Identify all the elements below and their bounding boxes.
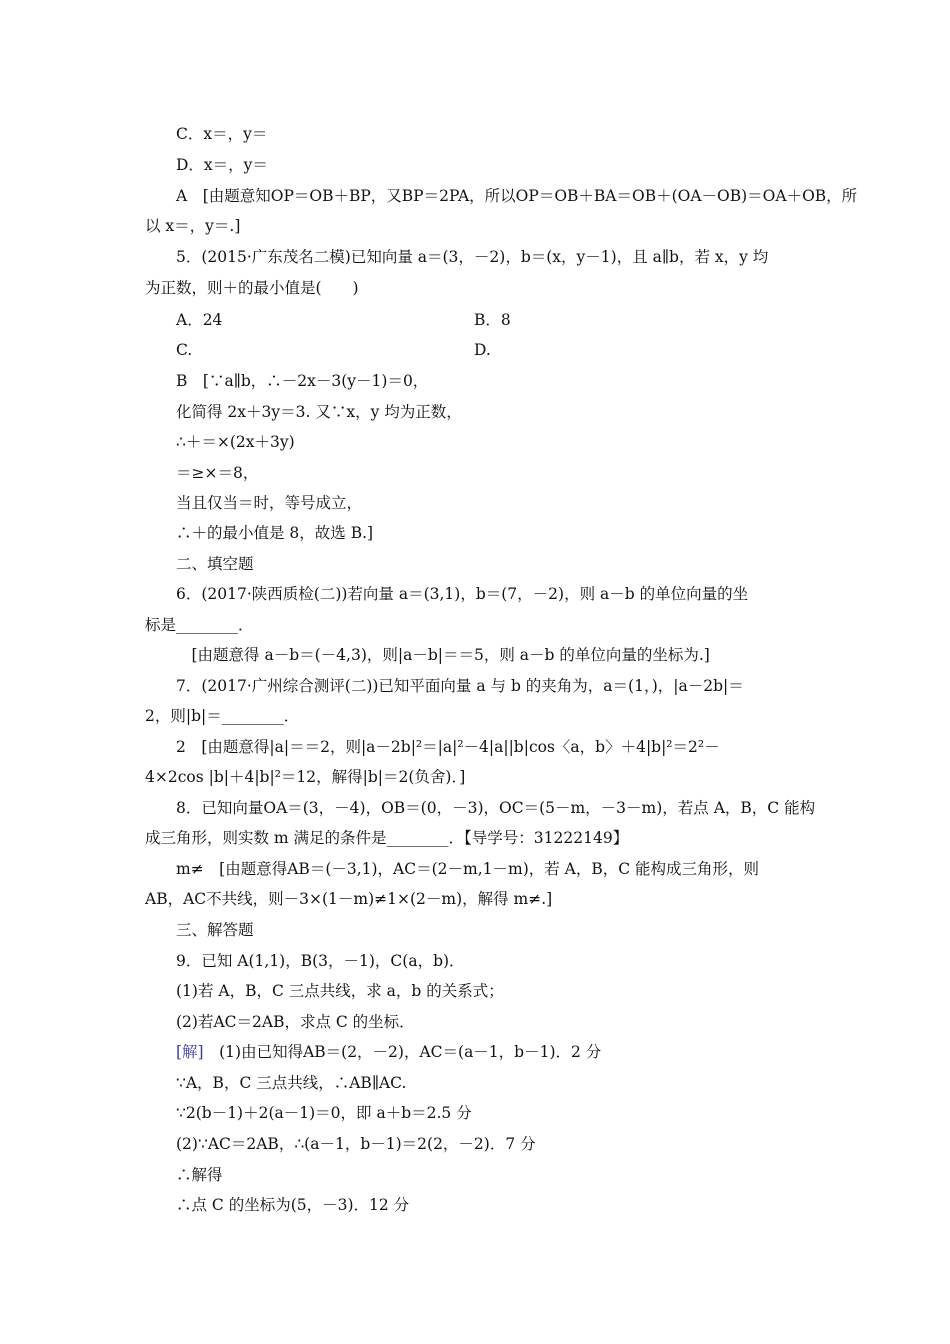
text-line: D．x＝，y＝ <box>176 156 268 174</box>
choice-a: A．24 <box>176 311 223 329</box>
text-line: 化简得 2x＋3y＝3. 又∵x，y 均为正数， <box>176 403 462 421</box>
text-line: 6．(2017·陕西质检(二))若向量 a＝(3,1)，b＝(7，－2)，则 a－b 的单位向量的坐 <box>176 585 749 603</box>
text-line: ∵A，B，C 三点共线，∴AB∥AC. <box>176 1074 407 1092</box>
text-line: (2)若AC＝2AB，求点 C 的坐标． <box>176 1013 415 1031</box>
text-line: ∴解得 <box>176 1166 223 1184</box>
text-line: 为正数，则＋的最小值是( ) <box>145 279 359 297</box>
text-line: 8．已知向量OA＝(3，－4)，OB＝(0，－3)，OC＝(5－m，－3－m)，若点 A，B，C 能构 <box>176 799 816 817</box>
solution-tag: [解] <box>176 1043 204 1061</box>
text-line: 7．(2017·广州综合测评(二))已知平面向量 a 与 b 的夹角为，a＝(1，)，|a－2b|＝ <box>176 677 744 695</box>
text-line: (2)∵AC＝2AB，∴(a－1，b－1)＝2(2，－2)．7 分 <box>176 1135 536 1153</box>
text-line: B [∵a∥b，∴－2x－3(y－1)＝0， <box>176 372 429 390</box>
text-line: 三、解答题 <box>176 921 254 939</box>
text-line: C．x＝，y＝ <box>176 125 268 143</box>
text-line: ∴＋的最小值是 8，故选 B.] <box>176 524 374 542</box>
text-line: 4×2cos |b|＋4|b|²＝12，解得|b|＝2(负舍)．] <box>145 768 466 786</box>
solution-line <box>176 1041 601 1063</box>
text-line: 当且仅当＝时，等号成立， <box>176 494 363 512</box>
choice-d: D. <box>474 341 491 359</box>
text-line: 标是________． <box>145 616 254 634</box>
text-line: ∵2(b－1)＋2(a－1)＝0，即 a＋b＝2.5 分 <box>176 1104 472 1122</box>
text-line: 2 [由题意得|a|＝＝2，则|a－2b|²＝|a|²－4|a||b|cos〈a，b〉＋4|b|²＝2²－ <box>176 738 720 756</box>
choice-c: C. <box>176 341 193 359</box>
choice-b: B．8 <box>474 311 511 329</box>
text-line: 以 x＝，y＝.] <box>145 217 241 235</box>
text-line: ∴＋＝×(2x＋3y) <box>176 433 295 451</box>
text-line: 5．(2015·广东茂名二模)已知向量 a＝(3，－2)，b＝(x，y－1)，且 a∥b，若 x，y 均 <box>176 248 769 266</box>
text-line: 二、填空题 <box>176 555 254 573</box>
text-line: AB，AC不共线，则－3×(1－m)≠1×(2－m)，解得 m≠.] <box>145 890 553 908</box>
text-line: (1)若 A，B，C 三点共线，求 a，b 的关系式； <box>176 982 504 1000</box>
text-line: 2，则|b|＝________． <box>145 707 300 725</box>
text-line: 9．已知 A(1,1)，B(3，－1)，C(a，b)． <box>176 952 465 970</box>
text-line: ＝≥×＝8， <box>176 464 259 482</box>
text-line: [由题意得 a－b＝(－4,3)，则|a－b|＝＝5，则 a－b 的单位向量的坐标为.] <box>176 646 710 664</box>
text-line: 成三角形，则实数 m 满足的条件是________．【导学号：31222149】 <box>145 829 629 847</box>
text-line: ∴点 C 的坐标为(5，－3)．12 分 <box>176 1196 410 1214</box>
text-line: m≠ [由题意得AB＝(－3,1)，AC＝(2－m,1－m)，若 A，B，C 能构成三角形，则 <box>176 860 760 878</box>
text-line: A [由题意知OP＝OB＋BP，又BP＝2PA，所以OP＝OB＋BA＝OB＋(OA－OB)＝OA＋OB，所 <box>176 187 858 205</box>
solution-text: (1)由已知得AB＝(2，－2)，AC＝(a－1，b－1)．2 分 <box>203 1043 602 1061</box>
